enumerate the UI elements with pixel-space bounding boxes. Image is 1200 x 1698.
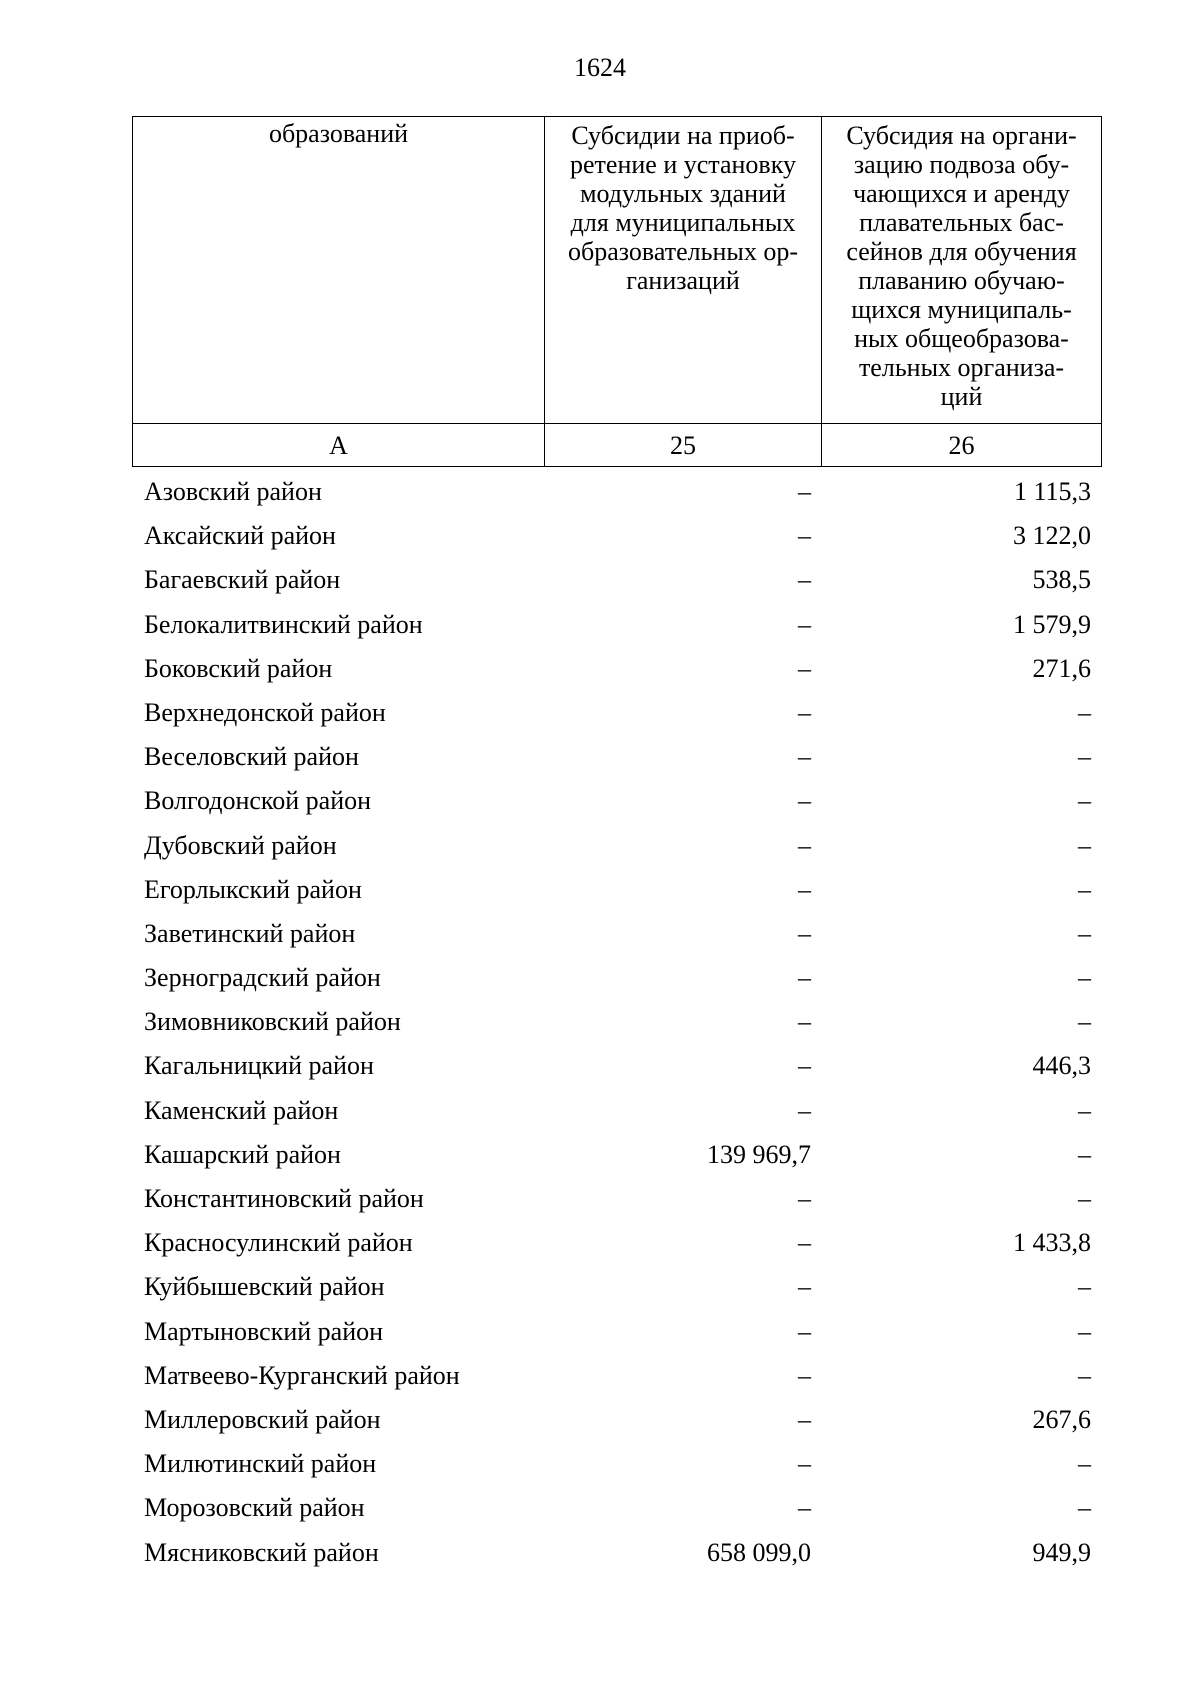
column-number-25: 25 [545,424,822,467]
row-value-col-25: 139 969,7 [707,1139,811,1169]
row-value-col-25: – [798,1449,811,1479]
header-col-26-text: Субсидия на органи- зацию подвоза обу- чающихся и аренду плавательных бас- сейнов для обучения плаванию обучаю- щихся муниципаль- ных общеобразова- тельных организа- ций [846,121,1077,411]
table-row [132,1442,1101,1486]
row-district-name: Боковский район [144,653,333,683]
table-row [132,558,1101,602]
table-row [132,1133,1101,1177]
row-value-col-25: – [798,742,811,772]
row-value-col-26: 267,6 [1032,1404,1091,1434]
row-district-name: Кашарский район [144,1139,341,1169]
row-value-col-25: – [798,1360,811,1390]
row-value-col-25: – [798,697,811,727]
row-value-col-25: – [798,1184,811,1213]
row-value-col-26: – [1078,1449,1091,1479]
row-district-name: Кагальницкий район [144,1051,374,1081]
row-value-col-25: – [798,1316,811,1346]
row-value-col-25: – [798,1493,811,1523]
table-row [132,1044,1101,1088]
table-row [132,1000,1101,1044]
row-district-name: Каменский район [144,1095,339,1125]
row-district-name: Миллеровский район [144,1404,381,1434]
row-value-col-26: 538,5 [1032,565,1091,595]
table-row [132,1310,1101,1354]
row-value-col-26: 271,6 [1032,653,1091,683]
header-col-25 [545,117,822,424]
row-district-name: Дубовский район [144,830,337,860]
row-district-name: Морозовский район [144,1493,365,1523]
header-col-25-text: Субсидии на приоб- ретение и установку модульных зданий для муниципальных образовательных ор- ганизаций [568,121,798,295]
row-value-col-26: – [1078,742,1091,772]
row-value-col-25: – [798,918,811,948]
table-header [132,116,1102,467]
row-district-name: Аксайский район [144,521,336,551]
row-value-col-25: – [798,521,811,551]
row-value-col-26: – [1078,1272,1091,1302]
table-row [132,779,1101,823]
row-value-col-25: – [798,1051,811,1081]
row-value-col-26: – [1078,1360,1091,1390]
table-row [132,470,1101,514]
row-value-col-26: 446,3 [1032,1051,1091,1081]
header-col-a-text: образований [268,119,409,148]
table-row [132,1221,1101,1265]
page-number: 1624 [574,53,626,82]
table-row [132,1089,1101,1133]
row-district-name: Матвеево-Курганский район [144,1360,460,1390]
row-value-col-25: – [798,653,811,683]
row-value-col-25: – [798,830,811,860]
row-value-col-26: – [1078,874,1091,904]
table-row [132,1531,1101,1575]
row-value-col-25: – [798,1228,811,1258]
table-row [132,514,1101,558]
table-row [132,1177,1101,1221]
row-district-name: Азовский район [144,477,322,506]
table-row [132,1265,1101,1309]
table-row [132,647,1101,691]
table-row [132,1398,1101,1442]
row-district-name: Константиновский район [144,1184,424,1213]
row-district-name: Мясниковский район [144,1537,379,1567]
row-value-col-26: – [1078,1095,1091,1125]
row-value-col-25: – [798,786,811,816]
row-value-col-26: – [1078,1139,1091,1169]
row-district-name: Багаевский район [144,565,341,595]
row-value-col-26: – [1078,786,1091,816]
table-row [132,1354,1101,1398]
row-value-col-25: 658 099,0 [707,1537,811,1567]
row-value-col-26: – [1078,1007,1091,1037]
row-value-col-25: – [798,874,811,904]
header-col-26 [822,117,1102,424]
table-row [132,824,1101,868]
row-district-name: Зерноградский район [144,963,381,993]
table-body [132,470,1101,1575]
row-value-col-26: – [1078,1184,1091,1213]
row-value-col-25: – [798,477,811,506]
table-row [132,735,1101,779]
row-district-name: Красносулинский район [144,1228,413,1258]
header-titles-row [133,117,1102,424]
table-row [132,868,1101,912]
row-district-name: Куйбышевский район [144,1272,385,1302]
row-value-col-25: – [798,1007,811,1037]
row-value-col-26: – [1078,830,1091,860]
row-district-name: Волгодонской район [144,786,372,816]
row-value-col-26: 1 115,3 [1013,477,1091,506]
row-value-col-25: – [798,1404,811,1434]
header-numbers-row [133,424,1102,467]
row-value-col-26: – [1078,1493,1091,1523]
row-district-name: Заветинский район [144,918,356,948]
row-value-col-26: 949,9 [1032,1537,1091,1567]
row-value-col-26: – [1078,697,1091,727]
row-value-col-26: – [1078,918,1091,948]
row-district-name: Белокалитвинский район [144,609,423,639]
header-col-a [133,117,545,424]
row-value-col-26: 3 122,0 [1013,521,1091,551]
row-value-col-25: – [798,963,811,993]
row-district-name: Верхнедонской район [144,697,386,727]
row-value-col-25: – [798,565,811,595]
table-row [132,912,1101,956]
column-number-a: А [133,424,545,467]
row-value-col-25: – [798,609,811,639]
table-row [132,956,1101,1000]
row-value-col-26: – [1078,1316,1091,1346]
column-number-26: 26 [822,424,1102,467]
row-value-col-25: – [798,1095,811,1125]
table-row [132,691,1101,735]
row-district-name: Егорлыкский район [144,874,362,904]
row-value-col-26: – [1078,963,1091,993]
row-district-name: Милютинский район [144,1449,377,1479]
row-value-col-26: 1 433,8 [1013,1228,1091,1258]
row-district-name: Зимовниковский район [144,1007,401,1037]
row-value-col-25: – [798,1272,811,1302]
table-row [132,1486,1101,1530]
table-row [132,603,1101,647]
row-value-col-26: 1 579,9 [1013,609,1091,639]
row-district-name: Мартыновский район [144,1316,384,1346]
row-district-name: Веселовский район [144,742,359,772]
